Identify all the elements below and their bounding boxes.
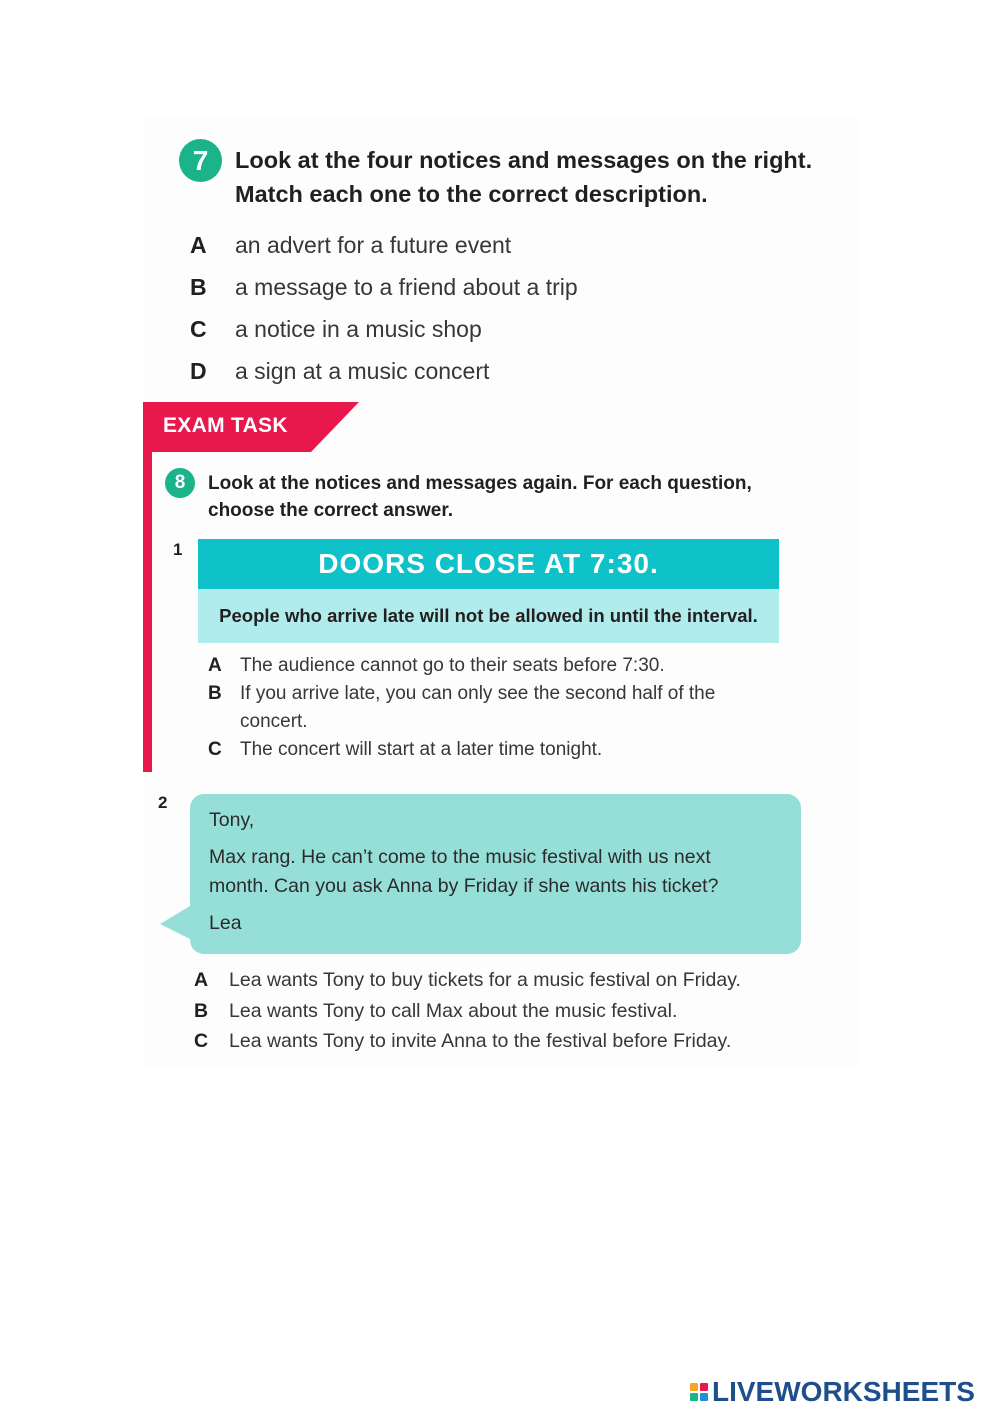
list-item <box>190 224 790 266</box>
item-letter: A <box>190 231 207 258</box>
exercise-8-number: 8 <box>165 468 195 498</box>
exercise-7-instruction-line1: Look at the four notices and messages on the right. <box>235 147 813 173</box>
exercise-7-instruction <box>235 143 845 211</box>
exercise-7-list <box>190 224 790 392</box>
message-line: month. Can you ask Anna by Friday if she wants his ticket? <box>209 875 719 897</box>
list-item <box>190 350 790 392</box>
option-text: The concert will start at a later time tonight. <box>240 739 603 760</box>
exam-task-label: EXAM TASK <box>163 414 288 437</box>
exam-task-side-bar <box>143 402 152 772</box>
exercise-7-number: 7 <box>179 139 222 182</box>
message-signoff: Lea <box>209 912 242 934</box>
exercise-8-instruction-line1: Look at the notices and messages again. For each question, <box>208 473 752 494</box>
question-1-options <box>208 652 768 764</box>
liveworksheets-logo-icon <box>690 1383 708 1401</box>
item-text: an advert for a future event <box>235 231 512 258</box>
item-text: a message to a friend about a trip <box>235 273 578 300</box>
logo-text: LIVEWORKSHEETS <box>712 1376 975 1407</box>
option-text <box>240 680 715 736</box>
notice-heading: DOORS CLOSE AT 7:30. <box>198 539 779 589</box>
message-text <box>209 806 789 938</box>
option-text: Lea wants Tony to invite Anna to the festival before Friday. <box>229 1030 732 1052</box>
option-text-line2: concert. <box>240 711 308 732</box>
list-item <box>190 266 790 308</box>
message-line: Max rang. He can’t come to the music festival with us next <box>209 846 711 868</box>
option-text: Lea wants Tony to call Max about the music festival. <box>229 999 678 1022</box>
question-2-number: 2 <box>158 793 168 812</box>
notice-body: People who arrive late will not be allowed in until the interval. <box>219 605 758 626</box>
message-greeting: Tony, <box>209 809 255 831</box>
answer-option-a[interactable] <box>194 965 814 996</box>
answer-option-a[interactable] <box>208 652 768 680</box>
item-letter: B <box>190 273 207 300</box>
option-letter: B <box>208 683 222 704</box>
exercise-8-instruction-line2: choose the correct answer. <box>208 500 453 521</box>
list-item <box>190 308 790 350</box>
option-letter: C <box>194 1030 209 1052</box>
option-letter: C <box>208 739 222 760</box>
item-text: a sign at a music concert <box>235 357 490 384</box>
exercise-7-instruction-line2: Match each one to the correct description. <box>235 181 708 207</box>
option-text: Lea wants Tony to buy tickets for a music festival on Friday. <box>229 969 741 991</box>
question-2-options <box>194 965 814 1057</box>
item-letter: D <box>190 357 207 384</box>
answer-option-b[interactable] <box>208 680 768 736</box>
answer-option-c[interactable] <box>208 736 768 764</box>
option-text: The audience cannot go to their seats before 7:30. <box>240 655 665 676</box>
liveworksheets-logo[interactable] <box>690 1376 975 1408</box>
item-text: a notice in a music shop <box>235 315 482 342</box>
answer-option-b[interactable] <box>194 996 814 1027</box>
exercise-8-instruction <box>208 470 798 524</box>
option-letter: A <box>208 655 222 676</box>
question-1-number: 1 <box>173 540 183 559</box>
answer-option-c[interactable] <box>194 1026 814 1057</box>
option-text-line1: If you arrive late, you can only see the second half of the <box>240 683 716 704</box>
option-letter: B <box>194 999 209 1022</box>
concert-notice <box>198 539 779 643</box>
item-letter: C <box>190 315 207 342</box>
option-letter: A <box>194 969 209 991</box>
